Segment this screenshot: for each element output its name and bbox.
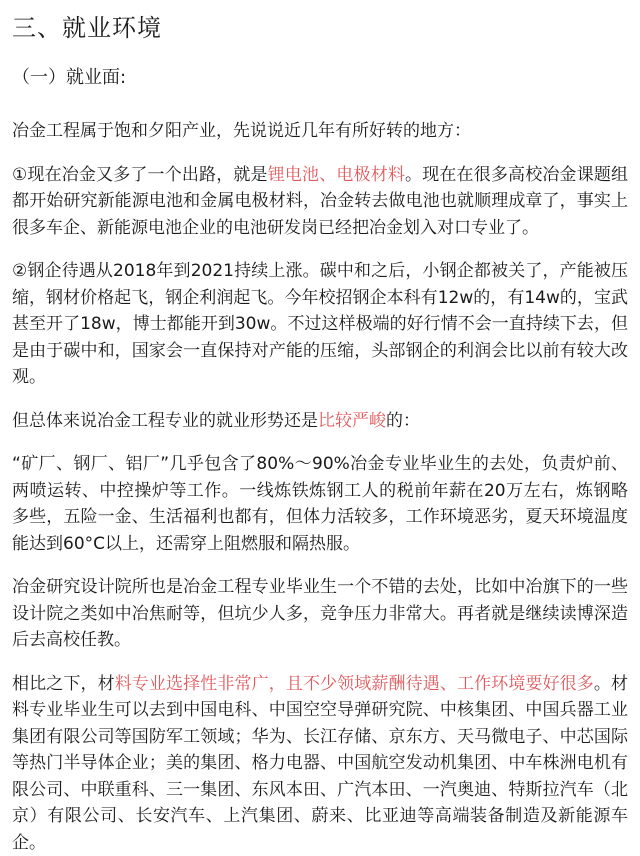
- research-paragraph: 冶金研究设计院所也是冶金工程专业毕业生一个不错的去处，比如中冶旗下的一些设计院之类如中冶焦耐等，但坑少人多，竞争压力非常大。再者就是继续读博深造后去高校任教。: [12, 574, 628, 654]
- point2-paragraph: ②钢企待遇从2018年到2021持续上涨。碳中和之后，小钢企都被关了，产能被压缩，钢材价格起飞，钢企利润起飞。今年校招钢企本科有12w的，有14w的，宝武甚至开了18w，博士都能开到30w。不过这样极端的好行情不会一直持续下去，但是由于碳中和，国家会一直保持对产能的压缩，头部钢企的利润会比以前有较大改观。: [12, 258, 628, 391]
- subsection-title: （一）就业面:: [12, 64, 628, 92]
- point1-text-after: 。现在在很多高校冶金课题组都开始研究新能源电池和金属电极材料，冶金转去做电池也就顺理成章了，事实上很多车企、新能源电池企业的电池研发岗已经把冶金划入对口专业了。: [12, 165, 628, 238]
- materials-highlight: 料专业选择性非常广，且不少领域薪酬待遇、工作环境要好很多: [115, 674, 594, 694]
- overall-text-after: 的：: [386, 411, 420, 431]
- intro-paragraph: 冶金工程属于饱和夕阳产业，先说说近几年有所好转的地方：: [12, 118, 628, 145]
- overall-text-before: 但总体来说冶金工程专业的就业形势还是: [12, 411, 318, 431]
- section-title: 三、就业环境: [12, 8, 628, 48]
- overall-paragraph: [12, 408, 628, 435]
- overall-highlight: 比较严峻: [318, 411, 386, 431]
- point1-paragraph: [12, 162, 628, 242]
- point1-highlight: 锂电池、电极材料: [268, 165, 405, 185]
- point1-text-before: ①现在冶金又多了一个出路，就是: [12, 165, 268, 185]
- materials-paragraph: [12, 671, 628, 856]
- materials-text-before: 相比之下，材: [12, 674, 115, 694]
- factories-paragraph: “矿厂、钢厂、铝厂”几乎包含了80%～90%冶金专业毕业生的去处，负责炉前、两喷运转、中控操炉等工作。一线炼铁炼钢工人的税前年薪在20万左右，炼钢略多些，五险一金、生活福利也都有，但体力活较多，工作环境恶劣，夏天环境温度能达到60°C以上，还需穿上阻燃服和隔热服。: [12, 451, 628, 557]
- materials-text-after: 。材料专业毕业生可以去到中国电科、中国空空导弹研究院、中核集团、中国兵器工业集团有限公司等国防军工领域；华为、长江存储、京东方、天马微电子、中芯国际等热门半导体企业；美的集团、格力电器、中国航空发动机集团、中车株洲电机有限公司、中联重科、三一集团、东风本田、广汽本田、一汽奥迪、特斯拉汽车（北京）有限公司、长安汽车、上汽集团、蔚来、比亚迪等高端装备制造及新能源车企。: [12, 674, 628, 853]
